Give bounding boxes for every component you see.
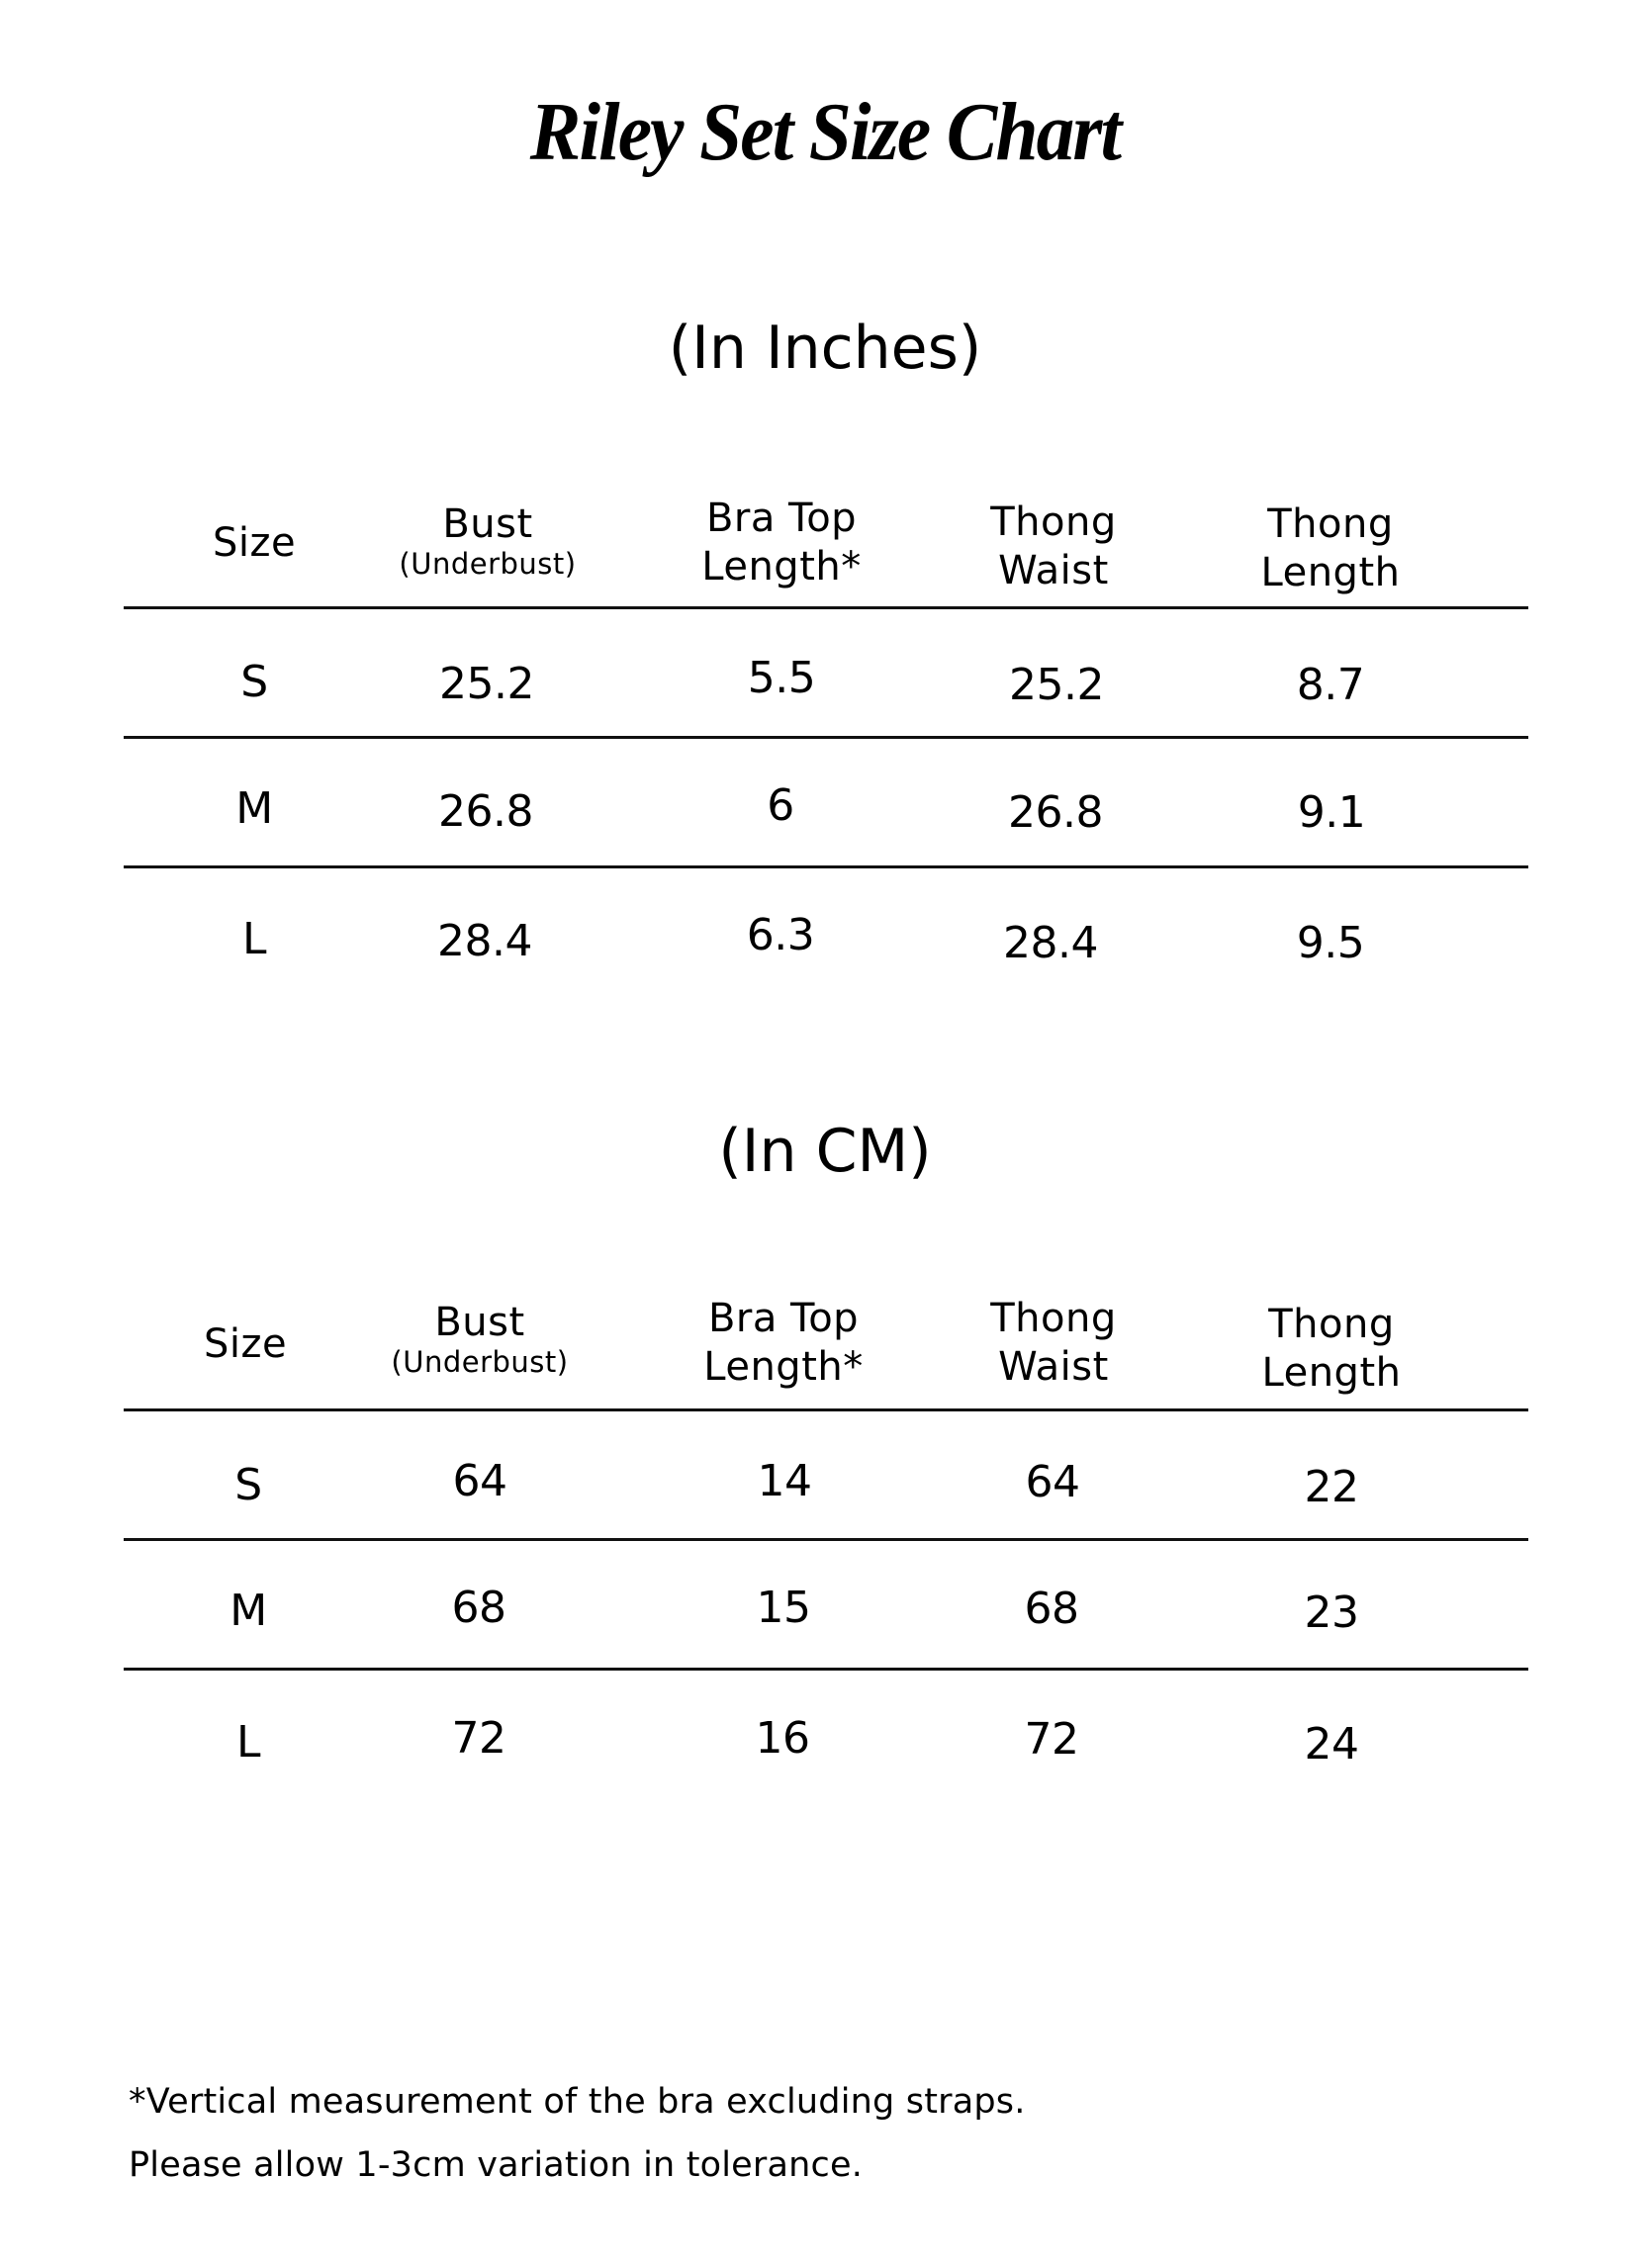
footnote-tolerance: Please allow 1-3cm variation in tolerance. [129,2145,864,2185]
cell-length: 9.1 [1297,787,1366,838]
cell-waist: 28.4 [1003,918,1098,968]
cell-bust: 68 [451,1583,506,1633]
row-divider [124,1668,1528,1671]
cell-bust: 28.4 [437,916,532,966]
header-waist-line1: Thong [990,1296,1117,1341]
header-bust [399,500,576,579]
cell-bra: 15 [756,1583,811,1633]
section-label-cm: (In CM) [718,1117,932,1186]
cell-bust: 25.2 [439,659,534,709]
cell-waist: 26.8 [1008,787,1103,838]
header-bra-line2: Length* [701,544,862,590]
cell-size: L [241,914,267,964]
cell-bust: 72 [451,1713,506,1764]
header-bust-label: Bust [434,1300,525,1345]
cell-length: 8.7 [1296,660,1365,710]
cell-waist: 25.2 [1009,660,1104,710]
header-thong-waist [990,1295,1117,1392]
cell-size: M [229,1586,267,1636]
cell-waist: 68 [1024,1584,1079,1634]
header-thong-waist [990,499,1117,595]
footnote-bra-measurement: *Vertical measurement of the bra excluding straps. [129,2082,1026,2122]
header-bust-label: Bust [442,501,533,547]
header-thong-length [1262,1301,1402,1398]
header-size: Size [203,1321,288,1367]
row-divider [124,1538,1528,1541]
header-thong-length [1261,500,1401,597]
header-length-line2: Length [1260,550,1401,595]
page-title: Riley Set Size Chart [529,86,1121,178]
cell-size: S [234,1460,262,1510]
header-length-line1: Thong [1267,501,1394,547]
header-divider [124,1408,1528,1411]
cell-bust: 64 [452,1456,507,1506]
cell-size: L [235,1717,261,1768]
cell-waist: 72 [1024,1714,1079,1765]
row-divider [124,865,1528,868]
header-waist-line2: Waist [998,1344,1109,1390]
cell-size: M [235,783,273,834]
header-bra-top-length [701,495,861,591]
cell-bra: 6.3 [746,910,815,960]
section-label-inches: (In Inches) [668,314,982,383]
header-size: Size [212,520,297,566]
cell-bra: 5.5 [747,653,816,703]
cell-bra: 16 [755,1713,810,1764]
header-divider [124,606,1528,609]
cell-length: 9.5 [1296,918,1365,968]
cell-size: S [240,657,268,707]
cell-bust: 26.8 [438,786,533,837]
cell-waist: 64 [1025,1457,1080,1507]
header-waist-line2: Waist [998,548,1109,593]
header-length-line1: Thong [1268,1302,1395,1347]
cell-length: 22 [1304,1462,1359,1512]
header-bra-line1: Bra Top [705,496,858,541]
header-bust-sublabel: (Underbust) [391,1345,569,1379]
row-divider [124,736,1528,739]
header-bra-line2: Length* [703,1344,864,1390]
header-length-line2: Length [1261,1350,1402,1396]
header-bust [391,1299,568,1377]
cell-bra: 6 [767,780,794,831]
header-waist-line1: Thong [990,499,1117,545]
cell-bra: 14 [757,1456,812,1506]
cell-length: 24 [1304,1719,1359,1769]
header-bra-top-length [703,1295,863,1392]
header-bra-line1: Bra Top [707,1296,860,1341]
cell-length: 23 [1304,1588,1359,1638]
header-bust-sublabel: (Underbust) [399,547,577,581]
